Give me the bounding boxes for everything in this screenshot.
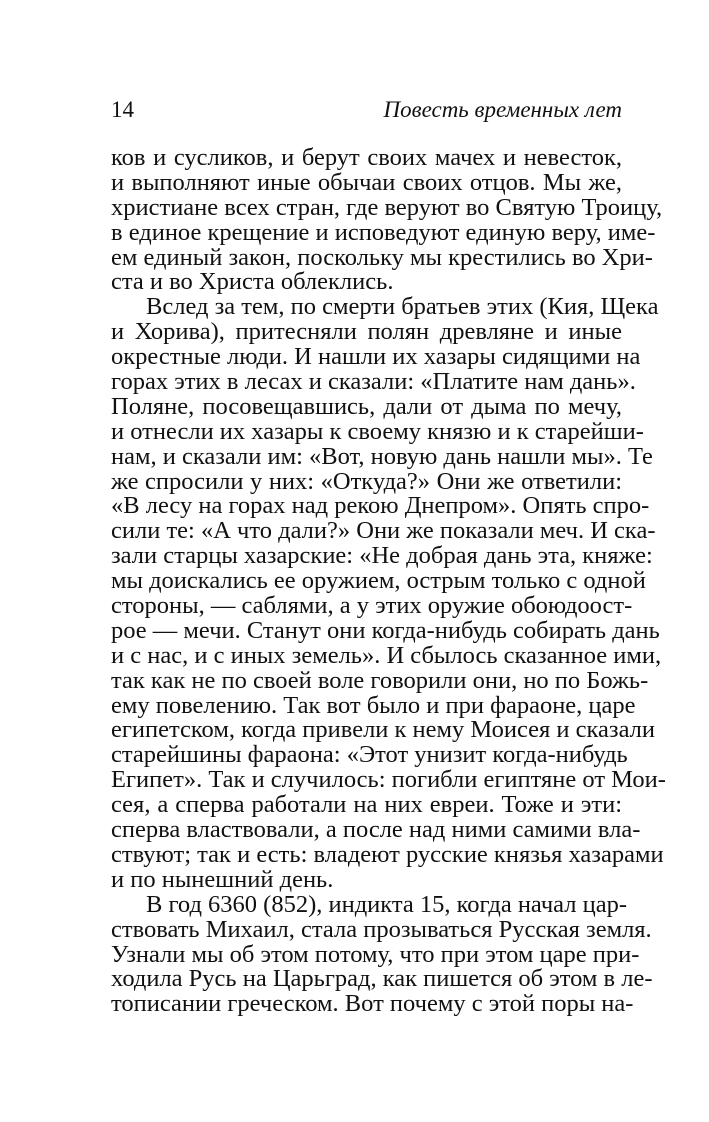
- text-line: так как не по своей воле говорили они, но по Божь-: [111, 666, 649, 694]
- text-line: мы доискались ее оружием, острым только с одной: [111, 567, 646, 595]
- text-line: рое — мечи. Станут они когда-нибудь собирать дань: [111, 616, 660, 644]
- text-line: горах этих в лесах и сказали: «Платите нам дань».: [111, 368, 636, 396]
- page-number: 14: [111, 97, 134, 122]
- text-line: «В лесу на горах над рекою Днепром». Опять спро-: [111, 492, 650, 520]
- running-title: Повесть временных лет: [383, 97, 622, 122]
- text-line: зали старцы хазарские: «Не добрая дань эта, княже:: [111, 542, 653, 570]
- text-line: и Хорива), притесняли полян древляне и иные: [111, 318, 622, 346]
- text-line: ему повелению. Так вот было и при фараоне, царе: [111, 691, 636, 719]
- text-line: ста и во Христа облеклись.: [111, 268, 394, 296]
- text-line: египетском, когда привели к нему Моисея и сказали: [111, 716, 656, 744]
- text-line: сея, а сперва работали на них евреи. Тоже и эти:: [111, 791, 622, 819]
- text-line: старейшины фараона: «Этот унизит когда-нибудь: [111, 741, 628, 769]
- text-line: тописании греческом. Вот почему с этой поры на-: [111, 990, 634, 1018]
- text-line: и по нынешний день.: [111, 865, 334, 893]
- text-line: же спросили у них: «Откуда?» Они же ответили:: [111, 467, 622, 495]
- text-line: в единое крещение и исповедуют единую веру, име-: [111, 218, 656, 246]
- text-line: Поляне, посовещавшись, дали от дыма по мечу,: [111, 392, 622, 420]
- text-line: и с нас, и с иных земель». И сбылось сказанное ими,: [111, 641, 662, 669]
- text-line: ков и сусликов, и берут своих мачех и невесток,: [111, 144, 622, 171]
- text-line: ем единый закон, поскольку мы крестились во Хри-: [111, 243, 653, 271]
- text-line: Узнали мы об этом потому, что при этом царе при-: [111, 940, 640, 968]
- text-line: сперва властвовали, а после над ними самими вла-: [111, 816, 641, 844]
- page-header: [111, 95, 622, 125]
- text-line: В год 6360 (852), индикта 15, когда начал цар-: [146, 890, 627, 918]
- text-line: сили те: «А что дали?» Они же показали меч. И ска-: [111, 517, 656, 545]
- text-line: ствовать Михаил, стала прозываться Русская земля.: [111, 915, 652, 943]
- body-text: [111, 144, 666, 1018]
- text-line: и отнесли их хазары к своему князю и к старейши-: [111, 417, 644, 445]
- text-line: стороны, — саблями, а у этих оружие обоюдоост-: [111, 592, 633, 620]
- text-line: Египет». Так и случилось: погибли египтяне от Мои-: [111, 766, 666, 794]
- text-line: христиане всех стран, где веруют во Святую Троицу,: [111, 193, 663, 221]
- text-line: окрестные люди. И нашли их хазары сидящими на: [111, 343, 641, 371]
- text-line: Вслед за тем, по смерти братьев этих (Кия, Щека: [146, 293, 659, 321]
- text-line: ходила Русь на Царьград, как пишется об этом в ле-: [111, 965, 653, 993]
- text-line: ствуют; так и есть: владеют русские князья хазарами: [111, 840, 664, 868]
- text-line: нам, и сказали им: «Вот, новую дань нашли мы». Те: [111, 442, 653, 470]
- text-line: и выполняют иные обычаи своих отцов. Мы же,: [111, 168, 622, 196]
